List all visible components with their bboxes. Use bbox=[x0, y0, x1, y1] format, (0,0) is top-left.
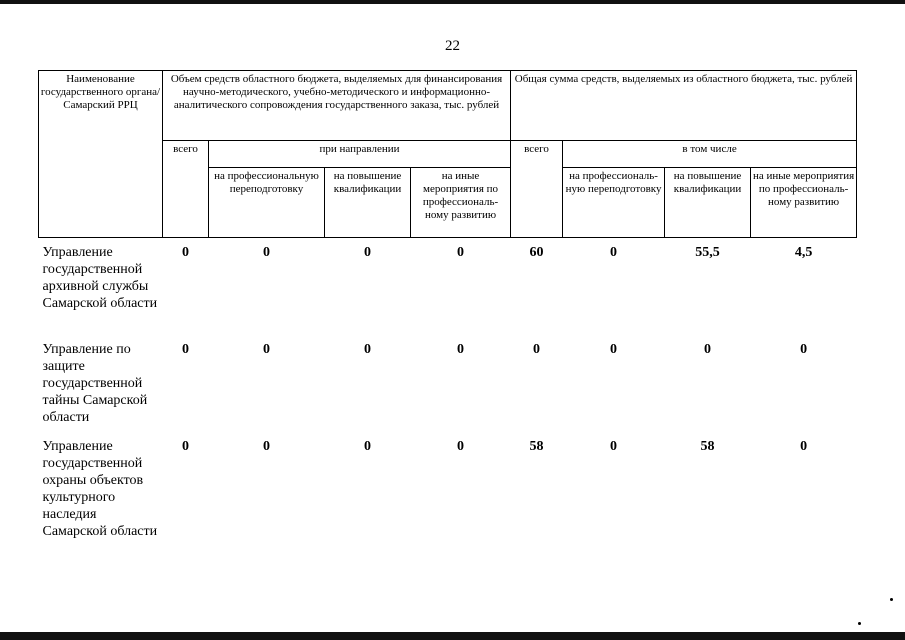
header-budget-retraining: на профессиональную переподготовку bbox=[209, 168, 325, 238]
budget-table bbox=[38, 70, 857, 560]
value-cell: 4,5 bbox=[794, 245, 813, 260]
value-cell: 55,5 bbox=[695, 245, 720, 260]
header-including: в том числе bbox=[563, 141, 857, 168]
scan-edge-top bbox=[0, 0, 905, 4]
header-total-other: на иные мероприятия по профессиональ-ному развитию bbox=[751, 168, 857, 238]
scan-speck bbox=[858, 622, 861, 625]
value-cell: 0 bbox=[263, 438, 270, 454]
table-row bbox=[39, 432, 857, 560]
value-cell: 58 bbox=[529, 438, 544, 454]
value-cell: 0 bbox=[182, 341, 189, 357]
value-cell: 0 bbox=[457, 341, 465, 357]
value-cell: 0 bbox=[364, 438, 371, 454]
header-total-group: Общая сумма средств, выделяемых из областного бюджета, тыс. рублей bbox=[511, 71, 857, 141]
header-budget-group: Объем средств областного бюджета, выделяемых для финансирования научно-методического, учебно-методического и информационно-аналитического сопровождения государственного заказа, тыс. рублей bbox=[163, 71, 511, 141]
value-cell: 0 bbox=[182, 245, 189, 260]
header-sum-total: всего bbox=[511, 141, 563, 238]
value-cell: 0 bbox=[800, 438, 808, 454]
header-name-column: Наименование государственного органа/Самарский РРЦ bbox=[39, 71, 163, 238]
header-total-retraining: на профессиональ-ную переподготовку bbox=[563, 168, 665, 238]
scan-speck bbox=[890, 598, 893, 601]
row-name: Управление государственной архивной службы Самарской области bbox=[42, 245, 158, 311]
table-row bbox=[39, 238, 857, 335]
table-row bbox=[39, 335, 857, 432]
row-name: Управление государственной охраны объектов культурного наследия Самарской области bbox=[42, 438, 158, 539]
value-cell: 0 bbox=[457, 438, 465, 454]
value-cell: 0 bbox=[610, 438, 618, 454]
value-cell: 0 bbox=[610, 245, 618, 260]
value-cell: 0 bbox=[182, 438, 189, 454]
value-cell: 0 bbox=[364, 341, 371, 357]
scan-edge-bottom bbox=[0, 632, 905, 640]
header-direction: при направлении bbox=[209, 141, 511, 168]
value-cell: 0 bbox=[533, 341, 541, 357]
value-cell: 0 bbox=[263, 245, 270, 260]
value-cell: 58 bbox=[700, 438, 715, 454]
value-cell: 60 bbox=[529, 245, 544, 260]
header-total-qualification: на повышение квалификации bbox=[665, 168, 751, 238]
value-cell: 0 bbox=[364, 245, 371, 260]
header-budget-total: всего bbox=[163, 141, 209, 238]
value-cell: 0 bbox=[800, 341, 808, 357]
header-budget-qualification: на повышение квалификации bbox=[325, 168, 411, 238]
value-cell: 0 bbox=[263, 341, 270, 357]
page-number: 22 bbox=[445, 38, 460, 54]
value-cell: 0 bbox=[457, 245, 465, 260]
value-cell: 0 bbox=[610, 341, 618, 357]
value-cell: 0 bbox=[704, 341, 712, 357]
row-name: Управление по защите государственной тайны Самарской области bbox=[42, 341, 148, 425]
header-budget-other: на иные мероприятия по профессиональ-ному развитию bbox=[411, 168, 511, 238]
